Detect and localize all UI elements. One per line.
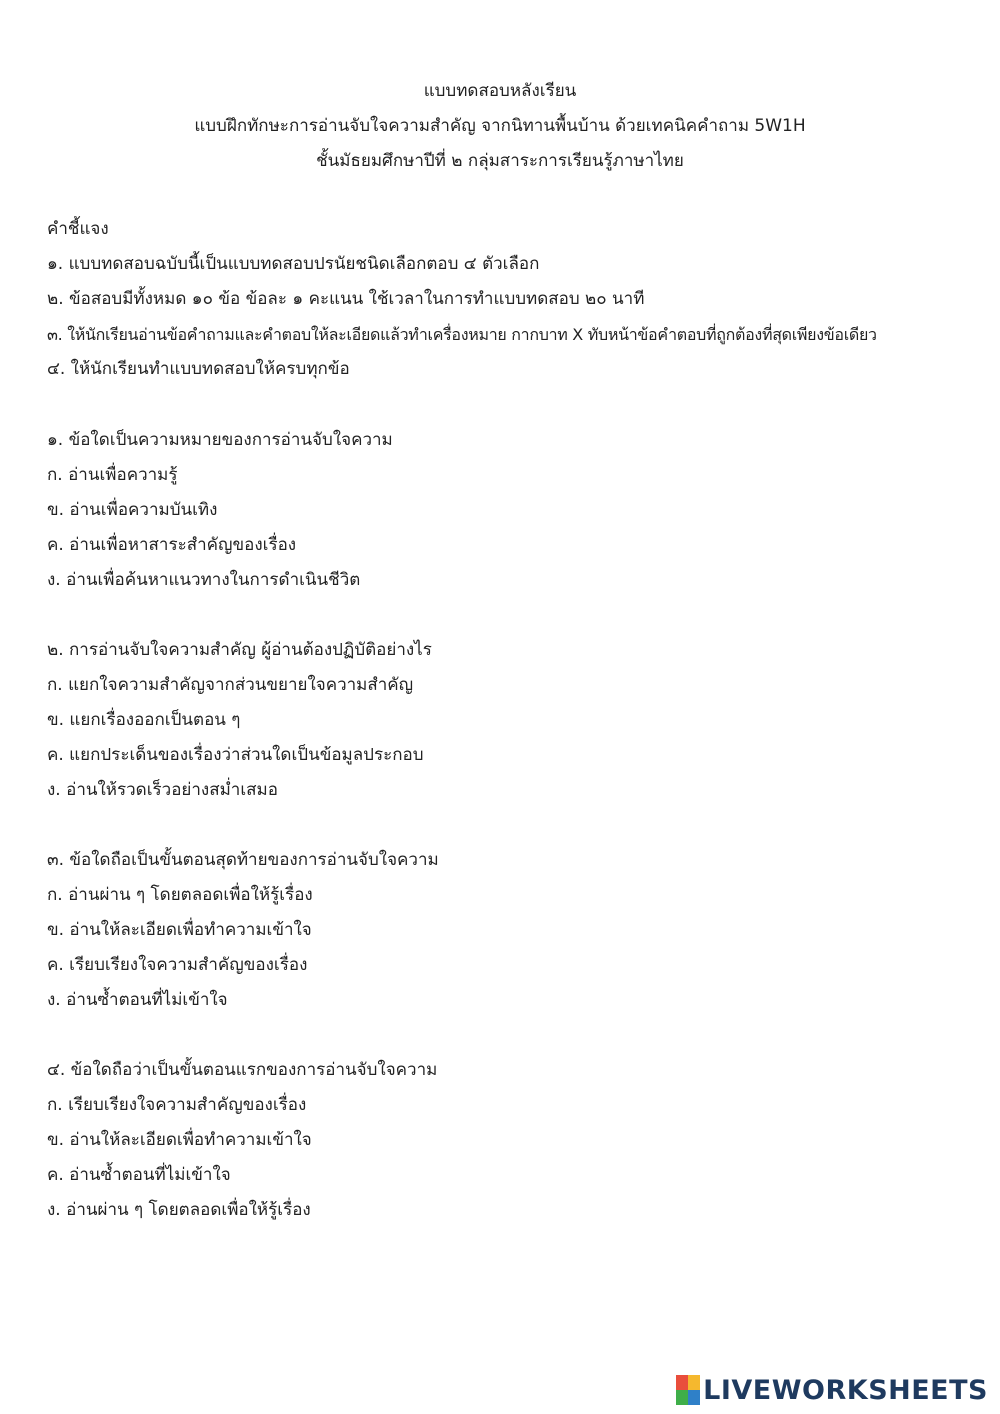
question-4 <box>47 1053 967 1228</box>
questions-section <box>47 423 967 1263</box>
instruction-item: ๑. แบบทดสอบฉบับนี้เป็นแบบทดสอบปรนัยชนิดเลือกตอบ ๔ ตัวเลือก <box>47 254 540 274</box>
logo-text: LIVEWORKSHEETS <box>703 1374 988 1406</box>
question-3 <box>47 843 967 1018</box>
question-text: ๓. ข้อใดถือเป็นขั้นตอนสุดท้ายของการอ่านจับใจความ <box>47 850 439 870</box>
instructions-section <box>47 212 987 387</box>
logo-mark-square <box>676 1375 688 1390</box>
answer-option[interactable]: ก. แยกใจความสำคัญจากส่วนขยายใจความสำคัญ <box>47 675 414 695</box>
document-title: แบบทดสอบหลังเรียน <box>423 81 577 101</box>
answer-option[interactable]: ค. อ่านเพื่อหาสาระสำคัญของเรื่อง <box>47 535 297 555</box>
answer-option[interactable]: ข. แยกเรื่องออกเป็นตอน ๆ <box>47 710 241 730</box>
liveworksheets-logo <box>676 1370 988 1410</box>
answer-option[interactable]: ค. แยกประเด็นของเรื่องว่าส่วนใดเป็นข้อมูลประกอบ <box>47 745 424 765</box>
answer-option[interactable]: ก. อ่านผ่าน ๆ โดยตลอดเพื่อให้รู้เรื่อง <box>47 885 313 905</box>
answer-option[interactable]: ข. อ่านให้ละเอียดเพื่อทำความเข้าใจ <box>47 1130 312 1150</box>
document-grade: ชั้นมัธยมศึกษาปีที่ ๒ กลุ่มสาระการเรียนรู้ภาษาไทย <box>316 151 684 171</box>
question-2 <box>47 633 967 808</box>
logo-mark-icon <box>676 1375 700 1405</box>
question-text: ๔. ข้อใดถือว่าเป็นขั้นตอนแรกของการอ่านจับใจความ <box>47 1060 438 1080</box>
answer-option[interactable]: ง. อ่านเพื่อค้นหาแนวทางในการดำเนินชีวิต <box>47 570 361 590</box>
answer-option[interactable]: ง. อ่านผ่าน ๆ โดยตลอดเพื่อให้รู้เรื่อง <box>47 1200 311 1220</box>
instruction-item: ๓. ให้นักเรียนอ่านข้อคำถามและคำตอบให้ละเอียดแล้วทำเครื่องหมาย กากบาท X ทับหน้าข้อคำตอบที่ถูกต้องที่สุดเพียงข้อเดียว <box>47 325 877 344</box>
question-1 <box>47 423 967 598</box>
instruction-item: ๔. ให้นักเรียนทำแบบทดสอบให้ครบทุกข้อ <box>47 359 350 379</box>
answer-option[interactable]: ง. อ่านซ้ำตอนที่ไม่เข้าใจ <box>47 990 228 1010</box>
logo-mark-square <box>676 1390 688 1405</box>
document-header <box>0 74 1000 179</box>
answer-option[interactable]: ข. อ่านเพื่อความบันเทิง <box>47 500 218 520</box>
document-subtitle: แบบฝึกทักษะการอ่านจับใจความสำคัญ จากนิทานพื้นบ้าน ด้วยเทคนิคคำถาม 5W1H <box>194 116 806 136</box>
answer-option[interactable]: ก. เรียบเรียงใจความสำคัญของเรื่อง <box>47 1095 307 1115</box>
answer-option[interactable]: ข. อ่านให้ละเอียดเพื่อทำความเข้าใจ <box>47 920 312 940</box>
logo-mark-square <box>688 1375 700 1390</box>
instruction-item: ๒. ข้อสอบมีทั้งหมด ๑๐ ข้อ ข้อละ ๑ คะแนน ใช้เวลาในการทำแบบทดสอบ ๒๐ นาที <box>47 289 645 309</box>
answer-option[interactable]: ง. อ่านให้รวดเร็วอย่างสม่ำเสมอ <box>47 780 278 800</box>
instructions-heading: คำชี้แจง <box>47 219 109 239</box>
question-text: ๑. ข้อใดเป็นความหมายของการอ่านจับใจความ <box>47 430 393 450</box>
answer-option[interactable]: ค. เรียบเรียงใจความสำคัญของเรื่อง <box>47 955 308 975</box>
answer-option[interactable]: ค. อ่านซ้ำตอนที่ไม่เข้าใจ <box>47 1165 231 1185</box>
logo-mark-square <box>688 1390 700 1405</box>
answer-option[interactable]: ก. อ่านเพื่อความรู้ <box>47 465 178 485</box>
question-text: ๒. การอ่านจับใจความสำคัญ ผู้อ่านต้องปฏิบัติอย่างไร <box>47 640 432 660</box>
